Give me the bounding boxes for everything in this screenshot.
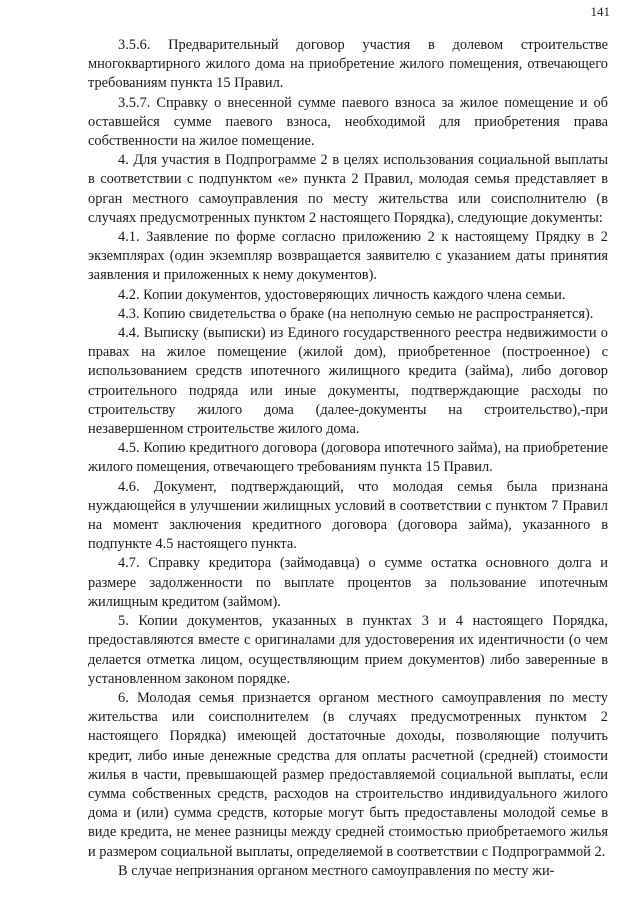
paragraph-6: 6. Молодая семья признается органом местного самоуправления по месту жительства или соисполнителем (в случаях предусмотренных пунктом 2 настоящего Порядка) имеющей достаточные доходы, позволяющие получить кредит, либо иные денежные средства для оплаты расчетной (средней) стоимости жилья в части, превышающей размер предоставляемой социальной выплаты, если сумма собственных средств, расходов на строительство индивидуального жилого дома и (или) сумма средств, которые могут быть предоставлены молодой семье в виде кредита, не менее разницы между средней стоимостью приобретаемого жилья и размером социальной выплаты, определяемой в соответствии с Подпрограммой 2. xyxy=(88,689,608,860)
paragraph-5: 5. Копии документов, указанных в пунктах 3 и 4 настоящего Порядка, предоставляются вместе с оригиналами для удостоверения их идентичности (о чем делается отметка лицом, осуществляющим прием документов) либо заверенные в установленном законом порядке. xyxy=(88,613,608,687)
paragraph-4-4: 4.4. Выписку (выписки) из Единого государственного реестра недвижимости о правах на жилое помещение (жилой дом), приобретенное (построенное) с использованием средств ипотечного жилищного кредита (займа), либо договор строительного подряда или иные документы, подтверждающие расходы по строительству жилого дома (далее-документы на строительство),-при незавершенном строительстве жилого дома. xyxy=(88,325,608,438)
paragraph-4-1: 4.1. Заявление по форме согласно приложению 2 к настоящему Прядку в 2 экземплярах (один экземпляр возвращается заявителю с указанием даты принятия заявления и приложенных к нему документов). xyxy=(88,229,608,284)
paragraph-4: 4. Для участия в Подпрограмме 2 в целях использования социальной выплаты в соответствии с подпунктом «е» пункта 2 Правил, молодая семья представляет в орган местного самоуправления по месту жительства или соисполнителю (в случаях предусмотренных пунктом 2 настоящего Порядка), следующие документы: xyxy=(88,152,608,226)
paragraph-4-6: 4.6. Документ, подтверждающий, что молодая семья была признана нуждающейся в улучшении жилищных условий в соответствии с пунктом 7 Правил на момент заключения кредитного договора (договора займа), указанного в подпункте 4.5 настоящего пункта. xyxy=(88,478,608,553)
paragraph-4-5: 4.5. Копию кредитного договора (договора ипотечного займа), на приобретение жилого помещения, отвечающего требованиям пункта 15 Правил. xyxy=(88,440,608,476)
paragraph-4-2: 4.2. Копии документов, удостоверяющих личность каждого члена семьи. xyxy=(118,286,566,303)
document-body xyxy=(88,36,608,881)
paragraph-4-7: 4.7. Справку кредитора (займодавца) о сумме остатка основного долга и размере задолженности по выплате процентов за пользование ипотечным жилищным кредитом (займом). xyxy=(88,555,608,610)
paragraph-3-5-7: 3.5.7. Справку о внесенной сумме паевого взноса за жилое помещение и об оставшейся сумме паевого взноса, необходимой для приобретения права собственности на жилое помещение. xyxy=(88,94,608,150)
paragraph-6-continued: В случае непризнания органом местного самоуправления по месту жи- xyxy=(118,862,555,879)
paragraph-4-3: 4.3. Копию свидетельства о браке (на неполную семью не распространяется). xyxy=(118,305,594,322)
paragraph-3-5-6: 3.5.6. Предварительный договор участия в долевом строительстве многоквартирного жилого дома на приобретение жилого помещения, отвечающего требованиям пункта 15 Правил. xyxy=(88,37,608,92)
page-number: 141 xyxy=(590,4,610,19)
